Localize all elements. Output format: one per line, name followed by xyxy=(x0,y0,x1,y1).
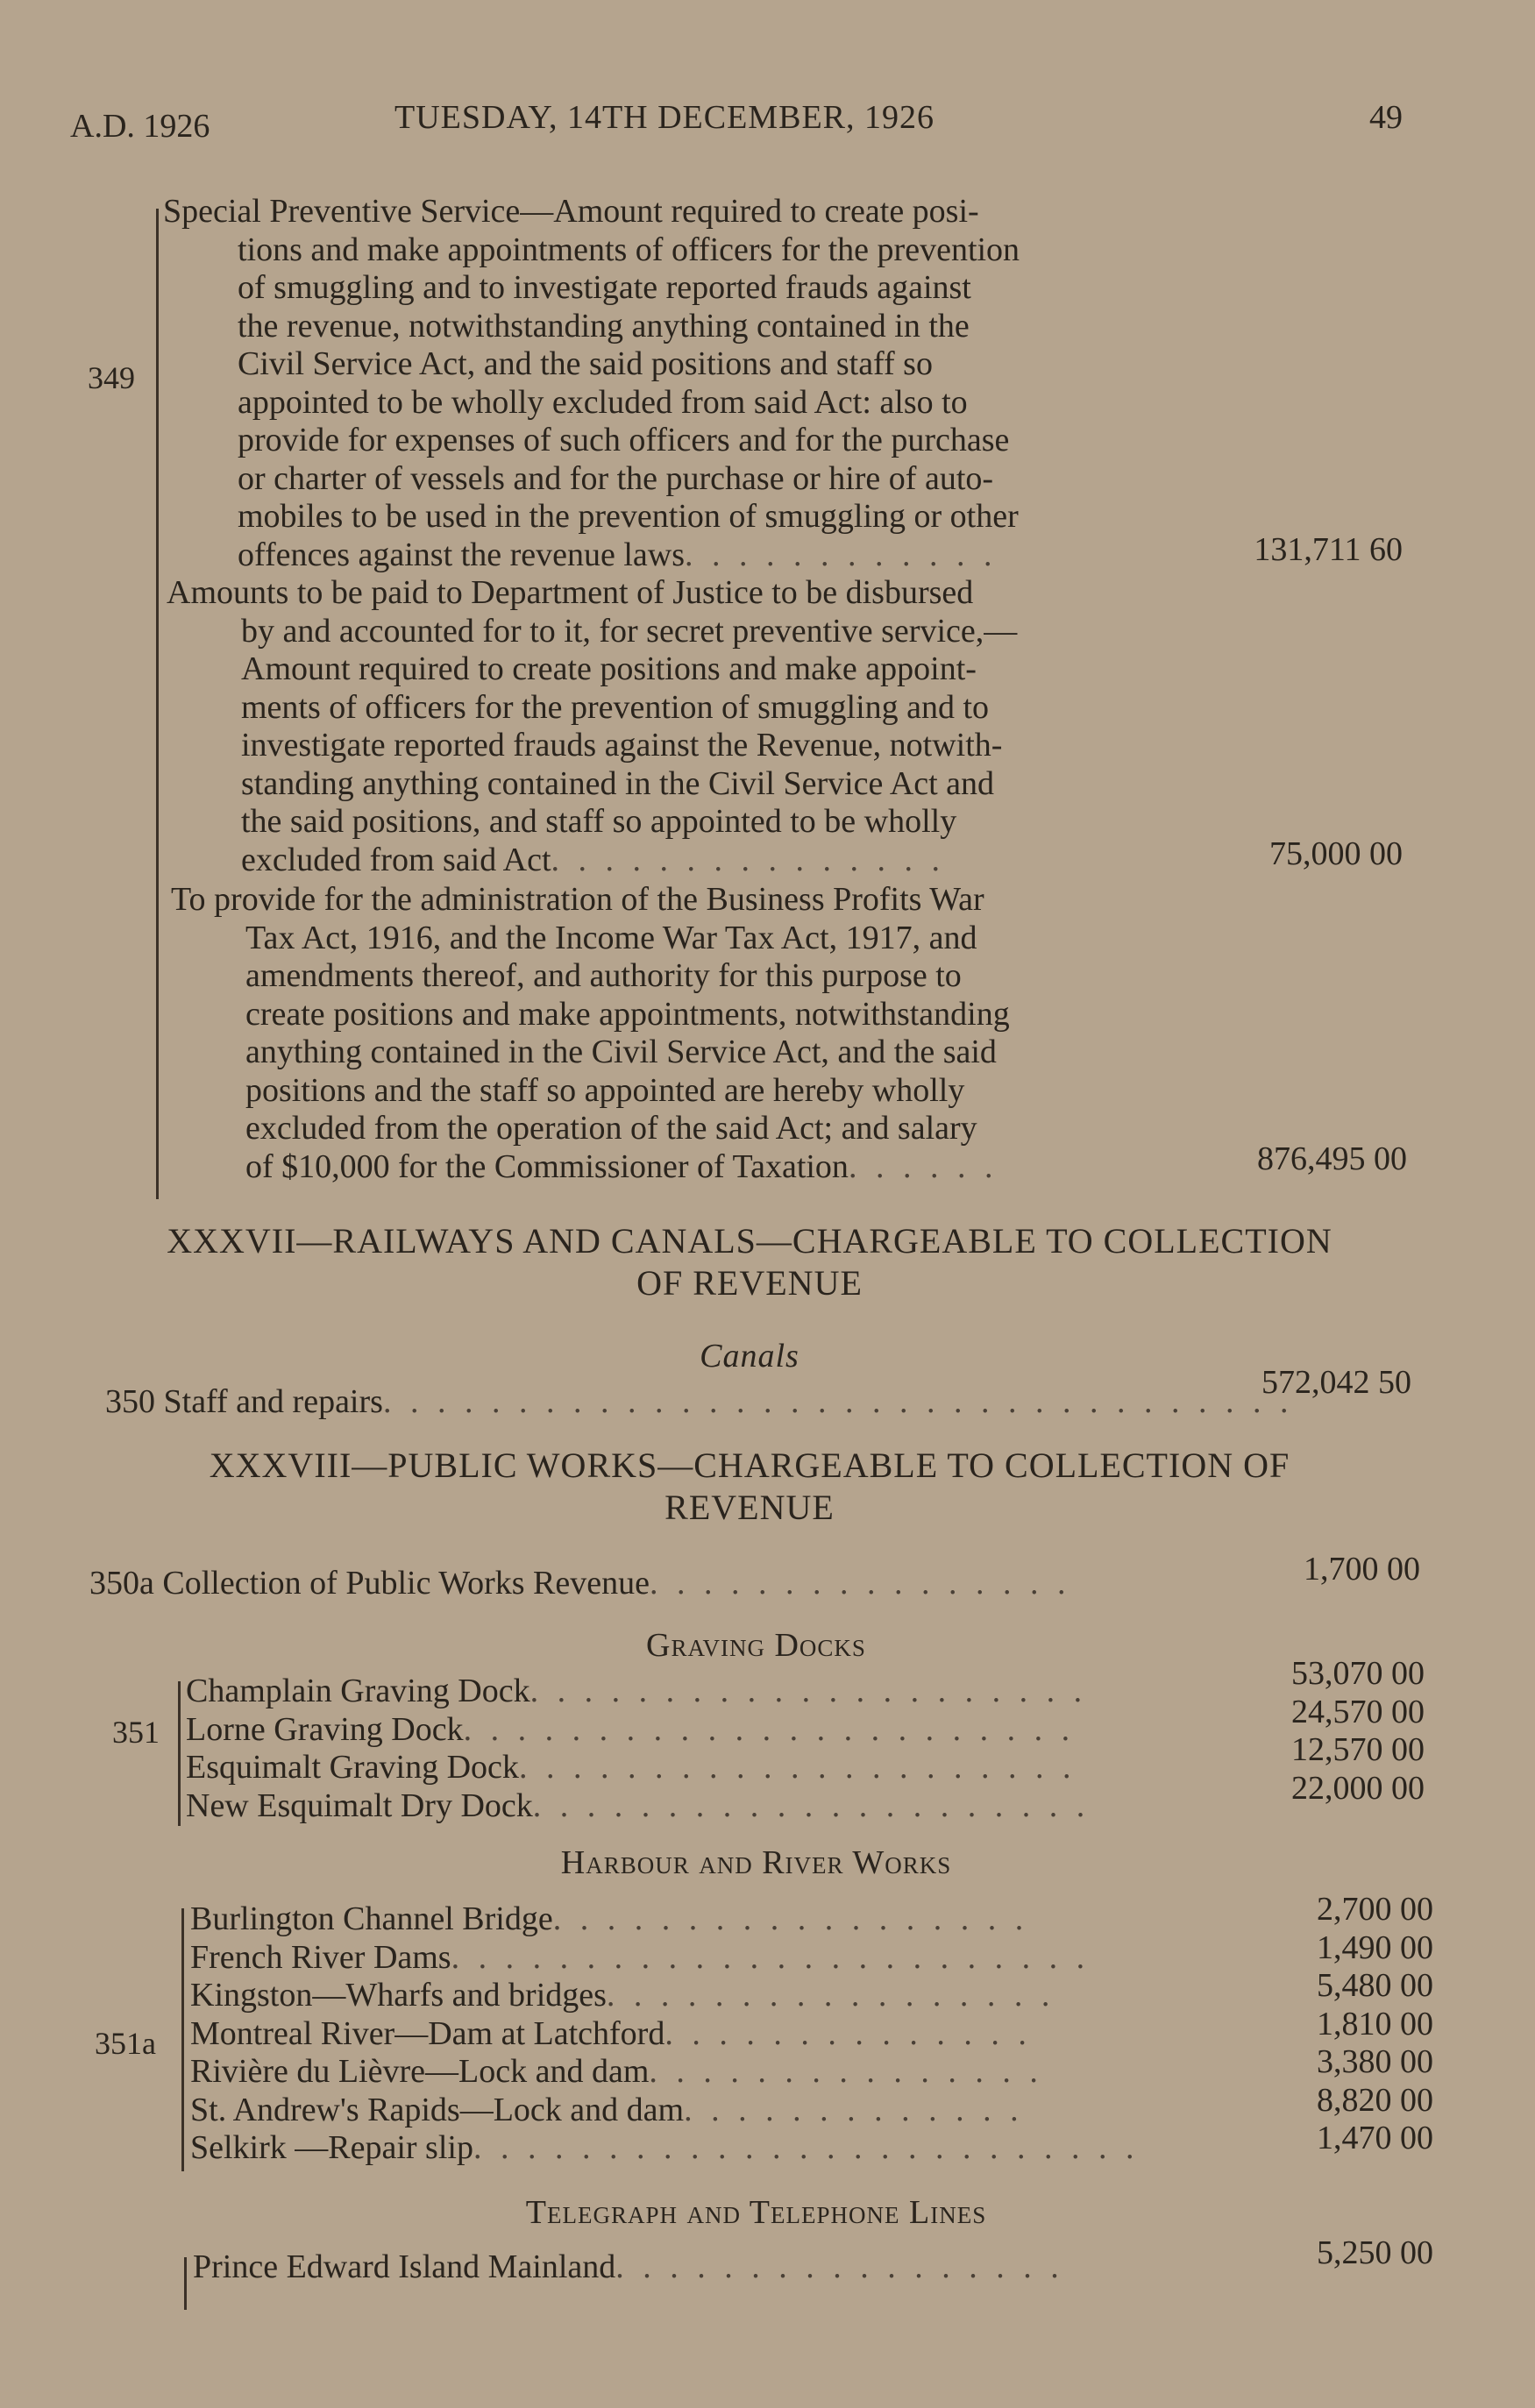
section-xxxviii-title xyxy=(79,1445,1420,1529)
leader-dots: . . . . . . . . . . . . . . . xyxy=(551,841,946,878)
item-label: Prince Edward Island Mainland xyxy=(193,2248,616,2285)
leader-dots: . . . . . . . . . . . . . . . xyxy=(649,2053,1043,2090)
item-label: Montreal River—Dam at Latchford xyxy=(190,2014,665,2052)
leader-dots: . . . . . . . . . . . . . . . . . xyxy=(615,2248,1064,2285)
leader-dots: . . . . . . . . . . . . . . . . . . . . . . . xyxy=(463,1710,1076,1748)
leader-dots: . . . . . . . . . . . . . xyxy=(684,2091,1024,2128)
item-amount: 5,480 00 xyxy=(1317,1967,1433,2004)
text-line: ments of officers for the prevention of smuggling and to xyxy=(241,688,990,726)
text-line: or charter of vessels and for the purchase or hire of auto- xyxy=(238,459,994,497)
leader-dots: . . . . . . . . . . . . xyxy=(684,536,998,573)
item-label: Selkirk —Repair slip xyxy=(190,2129,473,2166)
text-line: provide for expenses of such officers and for the purchase xyxy=(238,422,1010,458)
leader-dots: . . . . . . . . . . . . . . . . . . . . . xyxy=(532,1786,1091,1824)
vote-349-item-1 xyxy=(163,193,1206,574)
subhead-graving-docks: Graving Docks xyxy=(646,1627,866,1664)
text-line: positions and the staff so appointed are hereby wholly xyxy=(245,1071,965,1109)
vote-number-351a: 351a xyxy=(95,2026,156,2061)
text-line: tions and make appointments of officers for the prevention xyxy=(238,231,1020,268)
item-label: Lorne Graving Dock xyxy=(186,1710,464,1748)
item-amount: 1,810 00 xyxy=(1317,2005,1433,2042)
list-item xyxy=(190,2053,1216,2092)
subhead-canals: Canals xyxy=(700,1338,799,1374)
item-label: St. Andrew's Rapids—Lock and dam xyxy=(190,2091,685,2128)
section-xxxvii-title xyxy=(79,1220,1420,1304)
harbour-river-list xyxy=(190,1900,1216,2168)
section-title-line: REVENUE xyxy=(664,1488,835,1527)
text-line: by and accounted for to it, for secret preventive service,— xyxy=(241,612,1018,650)
vote-number-350: 350 xyxy=(105,1383,155,1420)
list-item xyxy=(190,1977,1216,2015)
header-year: A.D. 1926 xyxy=(70,108,210,145)
telegraph-amount: 5,250 00 xyxy=(1317,2234,1433,2271)
item-amount: 1,490 00 xyxy=(1317,1929,1433,1966)
item-amount: 3,380 00 xyxy=(1317,2043,1433,2080)
list-item xyxy=(190,1939,1216,1978)
vote-349-item-2-amount: 75,000 00 xyxy=(1269,835,1403,872)
page-header xyxy=(70,98,1403,151)
leader-dots: . . . . . . xyxy=(848,1147,998,1185)
item-amount: 53,070 00 xyxy=(1291,1655,1425,1692)
list-item xyxy=(186,1673,1212,1711)
text-line: excluded from the operation of the said Act; and salary xyxy=(245,1110,977,1147)
text-line: appointed to be wholly excluded from said Act: also to xyxy=(238,383,968,421)
text-line: excluded from said Act xyxy=(241,841,551,878)
item-label: Kingston—Wharfs and bridges xyxy=(190,1977,607,2014)
item-amount: 1,470 00 xyxy=(1317,2120,1433,2156)
subhead-harbour-river-works: Harbour and River Works xyxy=(560,1844,952,1881)
list-item xyxy=(190,1900,1216,1939)
text-line: standing anything contained in the Civil Service Act and xyxy=(241,764,995,802)
vote-349-item-2 xyxy=(167,574,1210,879)
vote-351a-brace xyxy=(181,1908,184,2171)
text-line: anything contained in the Civil Service Act, and the said xyxy=(245,1034,997,1070)
telegraph-list xyxy=(193,2248,1219,2287)
leader-dots: . . . . . . . . . . . . . . . . . . . . . xyxy=(518,1749,1077,1786)
item-amount: 12,570 00 xyxy=(1291,1731,1425,1768)
page-number: 49 xyxy=(1369,99,1403,136)
leader-dots: . . . . . . . . . . . . . . . . . . . . . . . . xyxy=(451,1938,1091,1976)
item-350a xyxy=(89,1565,1220,1603)
subhead-telegraph-telephone: Telegraph and Telephone Lines xyxy=(525,2194,987,2231)
item-amount: 2,700 00 xyxy=(1317,1891,1433,1928)
item-label: Champlain Graving Dock xyxy=(186,1673,530,1709)
text-line: investigate reported frauds against the Revenue, notwith- xyxy=(241,727,1003,764)
text-line: Civil Service Act, and the said positions and staff so xyxy=(238,345,933,382)
section-title-line: OF REVENUE xyxy=(636,1263,863,1303)
item-label: French River Dams xyxy=(190,1938,451,1976)
section-title-line: XXXVIII—PUBLIC WORKS—CHARGEABLE TO COLLECTION OF xyxy=(209,1446,1290,1485)
vote-349-item-3 xyxy=(171,881,1214,1186)
text-line: Tax Act, 1916, and the Income War Tax Act, 1917, and xyxy=(245,919,977,956)
item-amount: 24,570 00 xyxy=(1291,1693,1425,1730)
list-item xyxy=(186,1787,1212,1826)
item-350a-amount: 1,700 00 xyxy=(1304,1551,1420,1588)
text-line: Amount required to create positions and make appoint- xyxy=(241,650,977,687)
graving-docks-amounts xyxy=(1227,1655,1425,1808)
item-350-amount: 572,042 50 xyxy=(1261,1364,1411,1401)
leader-dots: . . . . . . . . . . . . . . . . . . . . . . . . . . . . . . . . . . xyxy=(382,1383,1294,1420)
vote-351-brace xyxy=(178,1681,181,1826)
list-item xyxy=(186,1711,1212,1750)
list-item xyxy=(190,2092,1216,2130)
vote-349-item-3-amount: 876,495 00 xyxy=(1257,1140,1407,1177)
list-item xyxy=(190,2015,1216,2054)
text-line: of $10,000 for the Commissioner of Taxation xyxy=(245,1147,849,1185)
text-line: Special Preventive Service—Amount required to create posi- xyxy=(163,193,979,230)
item-label: New Esquimalt Dry Dock xyxy=(186,1786,533,1824)
item-350 xyxy=(105,1383,1294,1422)
text-line: of smuggling and to investigate reported frauds against xyxy=(238,269,971,306)
vote-349-brace xyxy=(156,209,159,1199)
item-label: Burlington Channel Bridge xyxy=(190,1900,553,1937)
text-line: create positions and make appointments, notwithstanding xyxy=(245,995,1010,1033)
list-item xyxy=(193,2248,1219,2287)
telegraph-brace xyxy=(184,2257,187,2310)
leader-dots: . . . . . . . . . . . . . . xyxy=(664,2014,1032,2052)
leader-dots: . . . . . . . . . . . . . . . . . xyxy=(606,1977,1055,2014)
graving-docks-list xyxy=(186,1673,1212,1825)
leader-dots: . . . . . . . . . . . . . . . . . . . . . xyxy=(529,1673,1088,1709)
item-label: Staff and repairs xyxy=(163,1383,383,1420)
item-amount: 22,000 00 xyxy=(1291,1769,1425,1807)
vote-number-349: 349 xyxy=(88,360,135,395)
list-item xyxy=(190,2129,1216,2168)
text-line: the revenue, notwithstanding anything contained in the xyxy=(238,307,970,345)
item-label: Esquimalt Graving Dock xyxy=(186,1749,519,1786)
header-date: TUESDAY, 14TH DECEMBER, 1926 xyxy=(394,99,935,136)
leader-dots: . . . . . . . . . . . . . . . . . . xyxy=(552,1900,1029,1937)
vote-number-350a: 350a xyxy=(89,1565,154,1602)
harbour-river-amounts xyxy=(1236,1891,1433,2158)
text-line: Amounts to be paid to Department of Justice to be disbursed xyxy=(167,574,974,611)
text-line: amendments thereof, and authority for this purpose to xyxy=(245,957,962,994)
item-amount: 8,820 00 xyxy=(1317,2081,1433,2119)
vote-349-item-1-amount: 131,711 60 xyxy=(1254,531,1403,568)
text-line: offences against the revenue laws xyxy=(238,536,685,573)
item-label: Collection of Public Works Revenue xyxy=(162,1565,650,1602)
item-label: Rivière du Lièvre—Lock and dam xyxy=(190,2053,650,2090)
section-title-line: XXXVII—RAILWAYS AND CANALS—CHARGEABLE TO COLLECTION xyxy=(167,1221,1332,1261)
leader-dots: . . . . . . . . . . . . . . . . xyxy=(649,1565,1071,1602)
text-line: the said positions, and staff so appointed to be wholly xyxy=(241,803,957,840)
text-line: mobiles to be used in the prevention of smuggling or other xyxy=(238,498,1019,535)
text-line: To provide for the administration of the Business Profits War xyxy=(171,881,984,918)
leader-dots: . . . . . . . . . . . . . . . . . . . . . . . . . xyxy=(473,2129,1140,2166)
list-item xyxy=(186,1749,1212,1787)
vote-number-351: 351 xyxy=(112,1715,160,1750)
